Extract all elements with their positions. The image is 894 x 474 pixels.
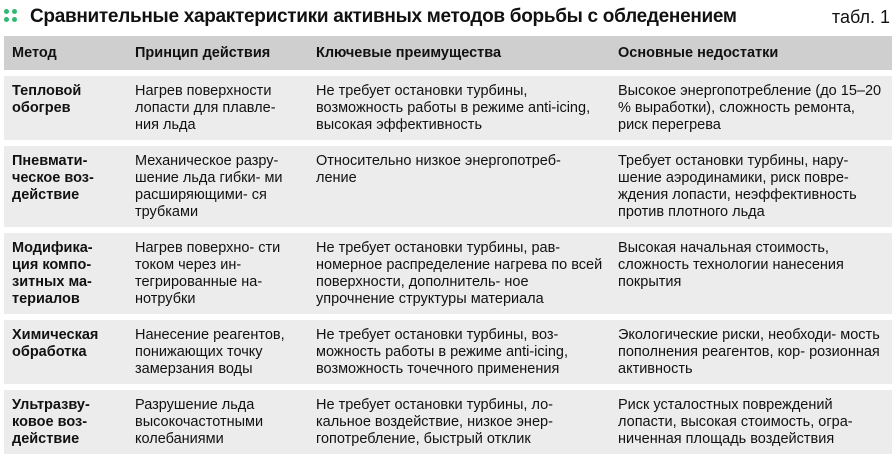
advantages-cell: Не требует остановки турбины, ло- кальное воздействие, низкое энер- гопотребление, быстрый отклик xyxy=(306,384,608,454)
principle-cell: Нанесение реагентов, понижающих точку замерзания воды xyxy=(125,314,306,384)
page-title: Сравнительные характеристики активных методов борьбы с обледенением xyxy=(30,6,737,27)
method-cell: Химическая обработка xyxy=(4,314,125,384)
principle-cell: Разрушение льда высокочастотными колебаниями xyxy=(125,384,306,454)
principle-cell: Механическое разру- шение льда гибки- ми расширяющими- ся трубками xyxy=(125,140,306,227)
table-row xyxy=(4,314,892,384)
method-cell: Модифика- ция компо- зитных ма- териалов xyxy=(4,227,125,314)
table-row xyxy=(4,70,892,140)
disadvantages-cell: Требует остановки турбины, нару- шение аэродинамики, риск повре- ждения лопасти, неэффективность против плотного льда xyxy=(608,140,892,227)
method-cell: Ультразву- ковое воз- действие xyxy=(4,384,125,454)
table-label: табл. 1 xyxy=(831,7,890,27)
column-header-method: Метод xyxy=(4,36,125,70)
column-header-disadvantages: Основные недостатки xyxy=(608,36,892,70)
title-row xyxy=(0,0,894,34)
method-cell: Пневмати- ческое воз- действие xyxy=(4,140,125,227)
advantages-cell: Не требует остановки турбины, рав- номерное распределение нагрева по всей поверхности, дополнитель- ное упрочнение структуры материала xyxy=(306,227,608,314)
four-dots-icon xyxy=(4,9,18,23)
table-row xyxy=(4,227,892,314)
column-header-principle: Принцип действия xyxy=(125,36,306,70)
principle-cell: Нагрев поверхно- сти током через ин- тегрированные на- нотрубки xyxy=(125,227,306,314)
advantages-cell: Не требует остановки турбины, возможность работы в режиме anti-icing, высокая эффективность xyxy=(306,70,608,140)
advantages-cell: Относительно низкое энергопотреб- ление xyxy=(306,140,608,227)
disadvantages-cell: Высокая начальная стоимость, сложность технологии нанесения покрытия xyxy=(608,227,892,314)
table-row xyxy=(4,140,892,227)
comparison-table xyxy=(4,36,892,454)
method-cell: Тепловой обогрев xyxy=(4,70,125,140)
disadvantages-cell: Экологические риски, необходи- мость пополнения реагентов, кор- розионная активность xyxy=(608,314,892,384)
table-header-row xyxy=(4,36,892,70)
advantages-cell: Не требует остановки турбины, воз- можность работы в режиме anti-icing, возможность точечного применения xyxy=(306,314,608,384)
table-row xyxy=(4,384,892,454)
principle-cell: Нагрев поверхности лопасти для плавле- ния льда xyxy=(125,70,306,140)
disadvantages-cell: Риск усталостных повреждений лопасти, высокая стоимость, огра- ниченная площадь воздействия xyxy=(608,384,892,454)
column-header-advantages: Ключевые преимущества xyxy=(306,36,608,70)
disadvantages-cell: Высокое энергопотребление (до 15–20 % выработки), сложность ремонта, риск перегрева xyxy=(608,70,892,140)
